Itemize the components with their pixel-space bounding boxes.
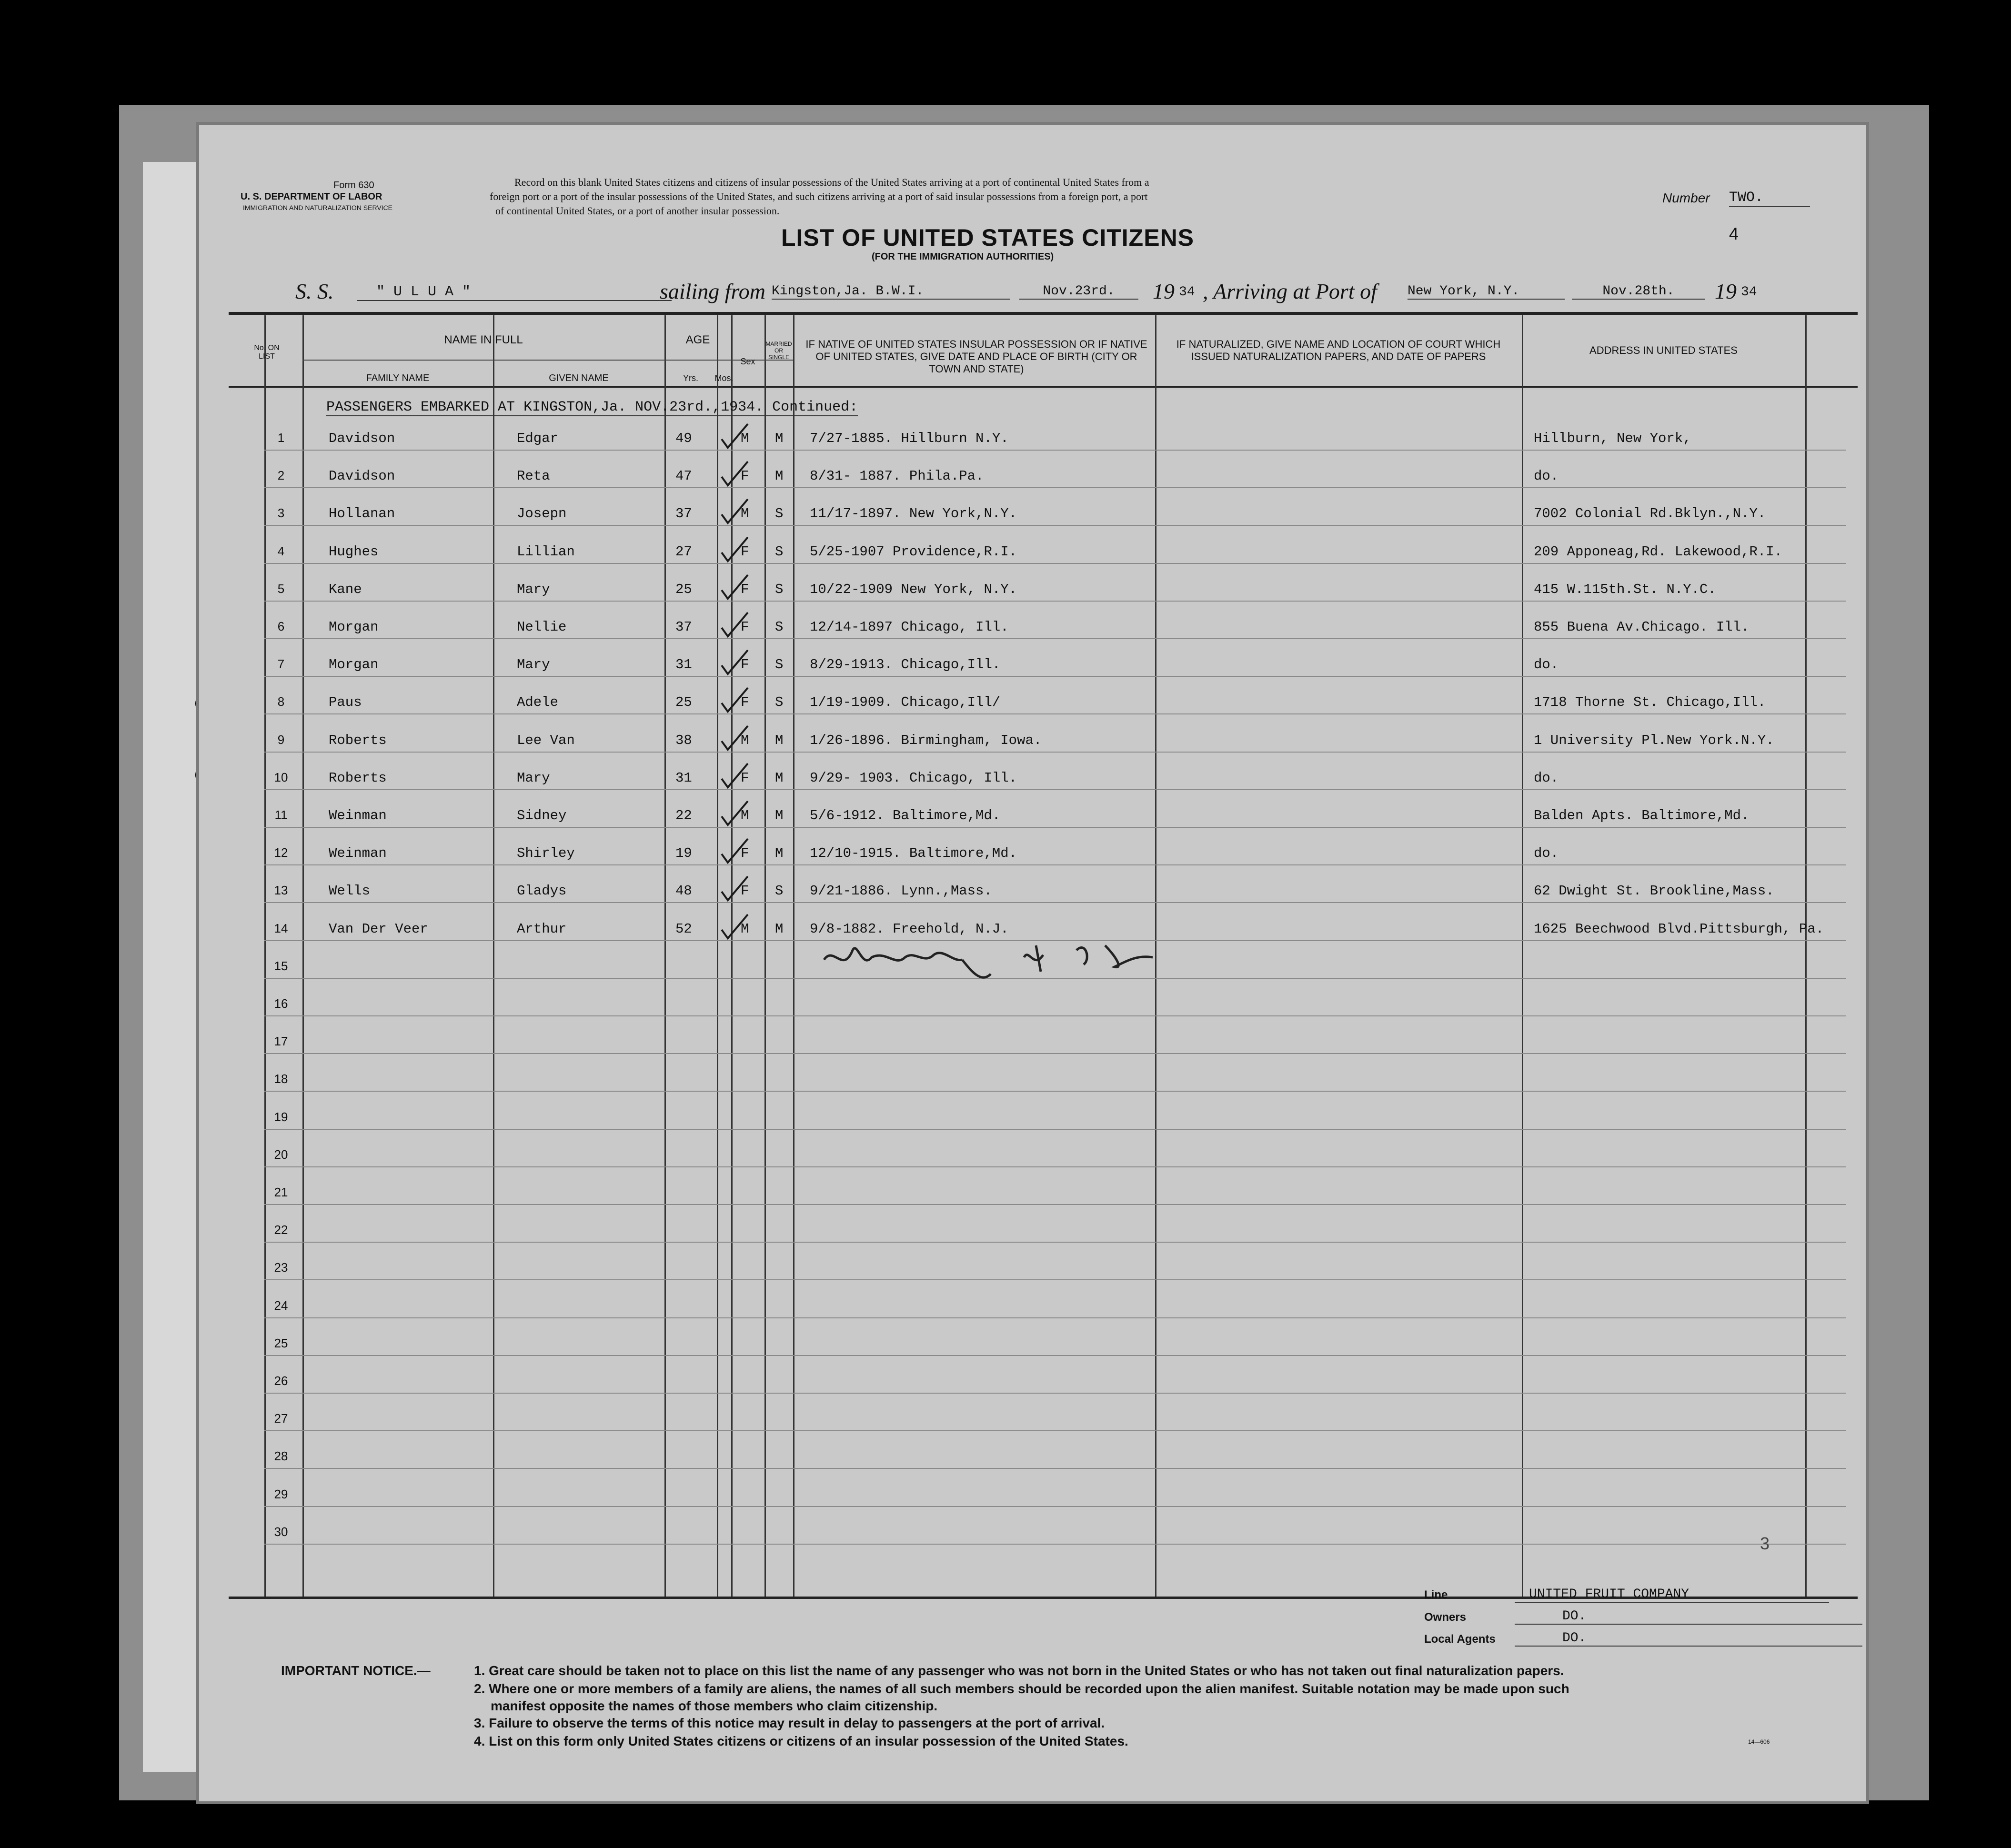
- given-name: Reta: [517, 468, 550, 484]
- birth-date-place: 1/26-1896. Birmingham, Iowa.: [810, 733, 1042, 748]
- age-years: 31: [675, 770, 692, 786]
- row-rule: [264, 1430, 1846, 1431]
- sex: F: [741, 694, 749, 710]
- address: 1 University Pl.New York.N.Y.: [1534, 733, 1774, 748]
- birth-date-place: 9/29- 1903. Chicago, Ill.: [810, 770, 1017, 786]
- marital-status: M: [775, 808, 784, 824]
- table-header-bottom-border: [229, 386, 1858, 388]
- birth-date-place: 8/31- 1887. Phila.Pa.: [810, 468, 984, 484]
- check-mark: [714, 835, 757, 868]
- address: Hillburn, New York,: [1534, 431, 1691, 446]
- section-note: PASSENGERS EMBARKED AT KINGSTON,Ja. NOV.23rd.,1934. Continued:: [326, 399, 858, 415]
- header-family-name: FAMILY NAME: [366, 373, 430, 383]
- birth-date-place: 12/14-1897 Chicago, Ill.: [810, 619, 1009, 635]
- row-number: 24: [274, 1298, 288, 1313]
- page-number: 4: [1729, 224, 1739, 243]
- row-rule: [264, 1506, 1846, 1507]
- row-number: 10: [274, 770, 288, 784]
- family-name: Davidson: [329, 431, 395, 446]
- row-rule: [264, 1053, 1846, 1054]
- check-mark: [714, 571, 757, 604]
- agents-value: DO.: [1515, 1631, 1862, 1647]
- row-rule: [264, 1355, 1846, 1356]
- age-years: 38: [675, 733, 692, 748]
- arrival-port: New York, N.Y.: [1408, 284, 1565, 300]
- marital-status: S: [775, 619, 784, 635]
- address: 1718 Thorne St. Chicago,Ill.: [1534, 694, 1766, 710]
- row-number: 18: [274, 1072, 288, 1086]
- given-name: Arthur: [517, 921, 567, 937]
- sex: F: [741, 544, 749, 560]
- given-name: Mary: [517, 657, 550, 673]
- age-years: 25: [675, 582, 692, 597]
- instructions-line-1: Record on this blank United States citizens and citizens of insular possessions of the United States arriving at a port of continental United States from a: [514, 176, 1149, 188]
- number-label: Number: [1662, 191, 1710, 205]
- arrival-year-prefix: 19: [1715, 279, 1737, 303]
- row-number: 21: [274, 1185, 288, 1199]
- page-subtitle: (FOR THE IMMIGRATION AUTHORITIES): [872, 251, 1054, 262]
- age-years: 52: [675, 921, 692, 937]
- marital-status: S: [775, 544, 784, 560]
- check-mark: [714, 533, 757, 567]
- instructions-line-2: foreign port or a port of the insular possessions of the United States, and such citizens arriving at a port of said insular possessions from a foreign port, a port: [490, 191, 1148, 202]
- family-name: Weinman: [329, 808, 387, 824]
- address: Balden Apts. Baltimore,Md.: [1534, 808, 1750, 824]
- address: do.: [1534, 770, 1559, 786]
- notice-2-continued: manifest opposite the names of those members who claim citizenship.: [491, 1698, 938, 1713]
- family-name: Morgan: [329, 619, 379, 635]
- row-rule: [264, 1393, 1846, 1394]
- check-mark: [714, 797, 757, 831]
- sex: F: [741, 657, 749, 673]
- column-divider: [764, 315, 766, 1597]
- marital-status: M: [775, 468, 784, 484]
- row-number: 4: [277, 544, 285, 558]
- row-rule: [264, 601, 1846, 602]
- marital-status: S: [775, 506, 784, 522]
- given-name: Sidney: [517, 808, 567, 824]
- family-name: Van Der Veer: [329, 921, 428, 937]
- birth-date-place: 5/25-1907 Providence,R.I.: [810, 544, 1017, 560]
- header-native: IF NATIVE OF UNITED STATES INSULAR POSSESSION OR IF NATIVE OF UNITED STATES, GIVE DATE AND PLACE OF BIRTH (CITY OR TOWN AND STATE): [805, 338, 1147, 375]
- row-number: 7: [277, 657, 285, 671]
- age-years: 22: [675, 808, 692, 824]
- address: do.: [1534, 845, 1559, 861]
- given-name: Josepn: [517, 506, 567, 522]
- check-mark: [714, 873, 757, 906]
- row-rule: [264, 1317, 1846, 1318]
- given-name: Shirley: [517, 845, 575, 861]
- line-label: Line: [1424, 1588, 1448, 1601]
- birth-date-place: 9/21-1886. Lynn.,Mass.: [810, 883, 992, 899]
- address: 62 Dwight St. Brookline,Mass.: [1534, 883, 1774, 899]
- header-yrs: Yrs.: [683, 373, 698, 383]
- arrival-date: Nov.28th.: [1572, 284, 1705, 300]
- family-name: Morgan: [329, 657, 379, 673]
- sailing-date: Nov.23rd.: [1019, 284, 1138, 300]
- notice-4: 4. List on this form only United States citizens or citizens of an insular possession of the United States.: [474, 1734, 1128, 1748]
- age-years: 27: [675, 544, 692, 560]
- check-mark: [714, 420, 757, 453]
- marital-status: S: [775, 883, 784, 899]
- row-rule: [264, 487, 1846, 488]
- row-rule: [264, 827, 1846, 828]
- sex: F: [741, 845, 749, 861]
- birth-date-place: 9/8-1882. Freehold, N.J.: [810, 921, 1009, 937]
- marital-status: M: [775, 921, 784, 937]
- owners-label: Owners: [1424, 1611, 1467, 1624]
- marital-status: S: [775, 657, 784, 673]
- row-number: 22: [274, 1223, 288, 1237]
- family-name: Weinman: [329, 845, 387, 861]
- marital-status: M: [775, 733, 784, 748]
- row-number: 27: [274, 1411, 288, 1426]
- row-number: 9: [277, 733, 285, 747]
- row-number: 30: [274, 1525, 288, 1539]
- sailing-year: 34: [1179, 285, 1195, 300]
- row-rule: [264, 1091, 1846, 1092]
- marital-status: M: [775, 431, 784, 446]
- row-rule: [264, 1242, 1846, 1243]
- address: 855 Buena Av.Chicago. Ill.: [1534, 619, 1750, 635]
- number-value: TWO.: [1729, 190, 1810, 207]
- marital-status: M: [775, 845, 784, 861]
- row-number: 25: [274, 1336, 288, 1350]
- page-title: LIST OF UNITED STATES CITIZENS: [781, 224, 1195, 251]
- header-married-or-single: MARRIED OR SINGLE: [765, 341, 792, 361]
- agents-label: Local Agents: [1424, 1633, 1496, 1646]
- sex: F: [741, 619, 749, 635]
- row-rule: [264, 864, 1846, 865]
- department-name: U. S. DEPARTMENT OF LABOR: [241, 191, 382, 202]
- header-address: ADDRESS IN UNITED STATES: [1589, 344, 1738, 356]
- row-number: 20: [274, 1147, 288, 1162]
- age-years: 31: [675, 657, 692, 673]
- table-top-border: [229, 312, 1858, 315]
- age-years: 49: [675, 431, 692, 446]
- sex: F: [741, 883, 749, 899]
- family-name: Roberts: [329, 770, 387, 786]
- column-divider: [302, 315, 304, 1597]
- row-number: 19: [274, 1110, 288, 1124]
- family-name: Davidson: [329, 468, 395, 484]
- row-number: 2: [277, 468, 285, 482]
- row-number: 23: [274, 1260, 288, 1275]
- row-rule: [264, 525, 1846, 526]
- footer-code: 14—606: [1748, 1738, 1770, 1745]
- row-rule: [264, 676, 1846, 677]
- row-rule: [264, 789, 1846, 790]
- age-years: 37: [675, 619, 692, 635]
- sailing-year-prefix: 19: [1153, 279, 1175, 303]
- family-name: Hollanan: [329, 506, 395, 522]
- family-name: Paus: [329, 694, 362, 710]
- row-number: 15: [274, 959, 288, 973]
- marital-status: S: [775, 694, 784, 710]
- ss-label: S. S.: [295, 279, 334, 303]
- row-rule: [264, 638, 1846, 639]
- service-name: IMMIGRATION AND NATURALIZATION SERVICE: [243, 204, 392, 211]
- given-name: Gladys: [517, 883, 567, 899]
- instructions-line-3: of continental United States, or a port of another insular possession.: [495, 205, 780, 217]
- check-mark: [714, 722, 757, 755]
- sex: M: [741, 733, 749, 748]
- sex: M: [741, 808, 749, 824]
- column-divider: [1522, 315, 1523, 1597]
- sex: M: [741, 921, 749, 937]
- age-years: 48: [675, 883, 692, 899]
- check-mark: [714, 684, 757, 717]
- birth-date-place: 10/22-1909 New York, N.Y.: [810, 582, 1017, 597]
- sex: M: [741, 431, 749, 446]
- given-name: Nellie: [517, 619, 567, 635]
- row-rule: [264, 1015, 1846, 1016]
- form-number: Form 630: [333, 180, 374, 191]
- row-rule: [264, 713, 1846, 714]
- address: 1625 Beechwood Blvd.Pittsburgh, Pa.: [1534, 921, 1824, 937]
- row-number: 11: [274, 808, 288, 822]
- check-mark: [714, 495, 757, 529]
- notice-2: 2. Where one or more members of a family are aliens, the names of all such members should be recorded upon the alien manifest. Suitable notation may be made upon such: [474, 1681, 1569, 1696]
- family-name: Hughes: [329, 544, 379, 560]
- column-divider: [264, 315, 266, 1597]
- header-name-in-full: NAME IN FULL: [444, 333, 523, 346]
- row-rule: [264, 450, 1846, 451]
- arrival-year: 34: [1741, 285, 1757, 300]
- address: do.: [1534, 657, 1559, 673]
- row-number: 14: [274, 921, 288, 935]
- birth-date-place: 5/6-1912. Baltimore,Md.: [810, 808, 1001, 824]
- given-name: Lee Van: [517, 733, 575, 748]
- given-name: Edgar: [517, 431, 559, 446]
- notice-title: IMPORTANT NOTICE.—: [281, 1663, 431, 1678]
- family-name: Kane: [329, 582, 362, 597]
- name-header-divider: [302, 360, 793, 361]
- arriving-label: , Arriving at Port of: [1203, 279, 1377, 303]
- age-years: 25: [675, 694, 692, 710]
- address: do.: [1534, 468, 1559, 484]
- row-number: 5: [277, 582, 285, 596]
- address: 7002 Colonial Rd.Bklyn.,N.Y.: [1534, 506, 1766, 522]
- row-number: 28: [274, 1449, 288, 1463]
- sex: F: [741, 582, 749, 597]
- marital-status: M: [775, 770, 784, 786]
- family-name: Wells: [329, 883, 371, 899]
- row-number: 29: [274, 1487, 288, 1501]
- check-mark: [714, 646, 757, 680]
- birth-date-place: 1/19-1909. Chicago,Ill/: [810, 694, 1001, 710]
- line-value: UNITED FRUIT COMPANY: [1515, 1587, 1829, 1603]
- row-rule: [264, 1129, 1846, 1130]
- row-rule: [264, 752, 1846, 753]
- row-rule: [264, 1166, 1846, 1167]
- row-rule: [264, 563, 1846, 564]
- check-mark: [714, 609, 757, 642]
- column-divider: [664, 315, 666, 1597]
- row-number: 6: [277, 619, 285, 633]
- sex: M: [741, 506, 749, 522]
- sailing-from-port: Kingston,Ja. B.W.I.: [772, 284, 1010, 300]
- age-years: 19: [675, 845, 692, 861]
- check-mark: [714, 911, 757, 944]
- row-rule: [264, 1279, 1846, 1280]
- notice-1: 1. Great care should be taken not to place on this list the name of any passenger who was not born in the United States or who has not taken out final naturalization papers.: [474, 1663, 1564, 1678]
- given-name: Mary: [517, 770, 550, 786]
- birth-date-place: 11/17-1897. New York,N.Y.: [810, 506, 1017, 522]
- family-name: Roberts: [329, 733, 387, 748]
- given-name: Lillian: [517, 544, 575, 560]
- row-number: 13: [274, 883, 288, 897]
- column-divider: [1805, 315, 1807, 1597]
- marital-status: S: [775, 582, 784, 597]
- column-divider: [793, 315, 794, 1597]
- address: 415 W.115th.St. N.Y.C.: [1534, 582, 1716, 597]
- row-rule: [264, 902, 1846, 903]
- header-given-name: GIVEN NAME: [549, 373, 609, 383]
- row-rule: [264, 1544, 1846, 1545]
- header-mos: Mos.: [714, 373, 734, 383]
- notice-3: 3. Failure to observe the terms of this notice may result in delay to passengers at the port of arrival.: [474, 1716, 1105, 1730]
- birth-date-place: 12/10-1915. Baltimore,Md.: [810, 845, 1017, 861]
- row-number: 16: [274, 996, 288, 1011]
- row-number: 17: [274, 1034, 288, 1048]
- sex: F: [741, 770, 749, 786]
- header-naturalized: IF NATURALIZED, GIVE NAME AND LOCATION OF COURT WHICH ISSUED NATURALIZATION PAPERS, AND DATE OF PAPERS: [1176, 338, 1501, 362]
- row-rule: [264, 1204, 1846, 1205]
- age-years: 47: [675, 468, 692, 484]
- given-name: Adele: [517, 694, 559, 710]
- column-divider: [493, 315, 494, 1597]
- given-name: Mary: [517, 582, 550, 597]
- row-number: 1: [277, 431, 285, 445]
- row-number: 26: [274, 1374, 288, 1388]
- age-years: 37: [675, 506, 692, 522]
- check-mark: [714, 458, 757, 491]
- address: 209 Apponeag,Rd. Lakewood,R.I.: [1534, 544, 1783, 560]
- corner-number: 3: [1760, 1534, 1770, 1553]
- sex: F: [741, 468, 749, 484]
- birth-date-place: 7/27-1885. Hillburn N.Y.: [810, 431, 1009, 446]
- row-rule: [264, 1468, 1846, 1469]
- owners-value: DO.: [1515, 1609, 1862, 1625]
- row-number: 3: [277, 506, 285, 520]
- row-number: 12: [274, 845, 288, 860]
- binder-hole: [510, 17, 522, 33]
- header-sex: Sex: [740, 357, 755, 366]
- sailing-from-label: sailing from: [660, 279, 765, 303]
- birth-date-place: 8/29-1913. Chicago,Ill.: [810, 657, 1001, 673]
- header-age: AGE: [685, 333, 710, 346]
- ship-name: " U L U A ": [357, 284, 672, 301]
- header-no-on-list: No. ON LIST: [254, 344, 280, 361]
- check-mark: [714, 760, 757, 793]
- row-number: 8: [277, 694, 285, 709]
- handwritten-signature: [819, 931, 1181, 993]
